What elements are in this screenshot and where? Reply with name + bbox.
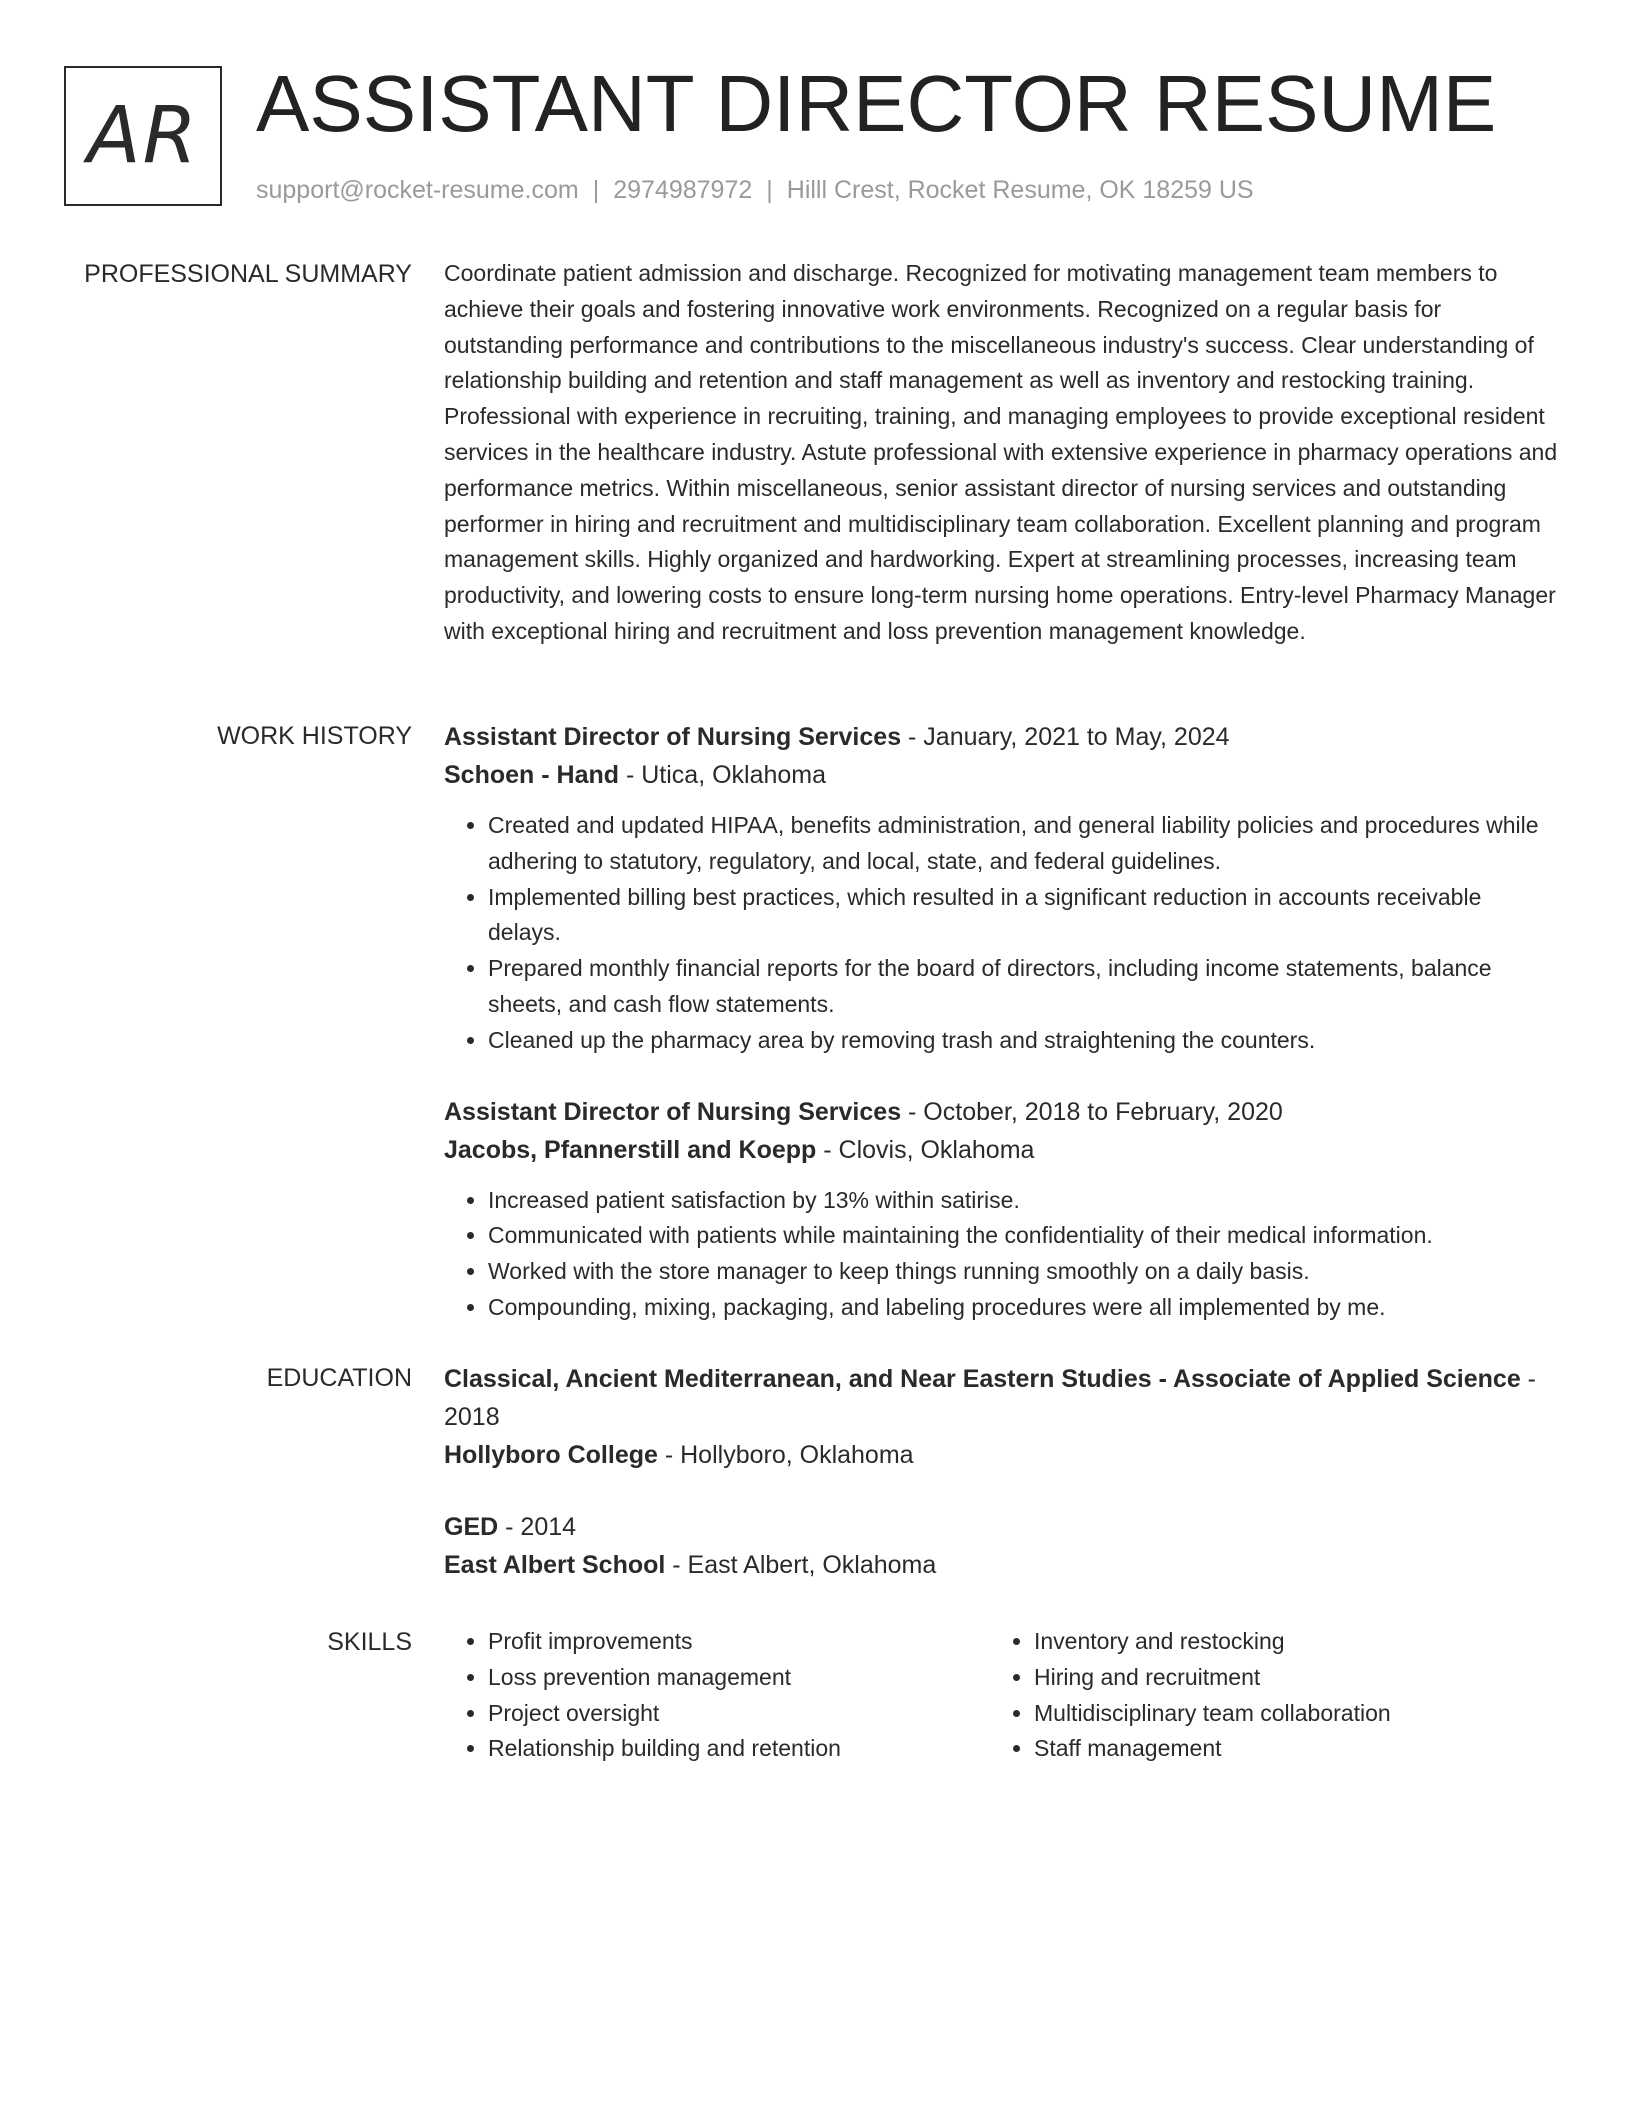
work-history-label: WORK HISTORY [217, 722, 412, 750]
skills-list [444, 1624, 990, 1767]
contact-separator: | [766, 176, 773, 204]
job-title-line [444, 1093, 1559, 1131]
skills-column-left [444, 1624, 990, 1767]
job-title: Assistant Director of Nursing Services [444, 723, 902, 751]
job-bullet: • Cleaned up the pharmacy area by removing trash and straightening the counters. [488, 1023, 1559, 1059]
initials-monogram [64, 66, 222, 206]
contact-address: Hilll Crest, Rocket Resume, OK 18259 US [786, 176, 1254, 204]
job-bullet: • Worked with the store manager to keep things running smoothly on a daily basis. [488, 1254, 1559, 1290]
skills-label: SKILLS [327, 1628, 412, 1656]
job-company-line [444, 1131, 1559, 1169]
skills-column-right [990, 1624, 1536, 1767]
education-entry [444, 1508, 1559, 1584]
job-bullets [444, 1183, 1559, 1326]
contact-line [256, 172, 1254, 208]
job-bullet: • Communicated with patients while maintaining the confidentiality of their medical information. [488, 1218, 1559, 1254]
degree-year-separator: - [498, 1513, 514, 1541]
job-bullet: • Implemented billing best practices, which resulted in a significant reduction in accounts receivable delays. [488, 880, 1559, 952]
school-line [444, 1436, 1559, 1474]
degree-name: GED [444, 1513, 499, 1541]
job-entry [444, 718, 1559, 1059]
skill-item: • Hiring and recruitment [1034, 1660, 1536, 1696]
job-entry [444, 1093, 1559, 1326]
initials-text: AR [87, 91, 199, 181]
education-label: EDUCATION [266, 1364, 412, 1392]
skill-item: • Multidisciplinary team collaboration [1034, 1696, 1536, 1732]
job-bullet: • Created and updated HIPAA, benefits administration, and general liability policies and procedures while adhering to statutory, regulatory, and local, state, and federal guidelines. [488, 808, 1559, 880]
skill-item: • Staff management [1034, 1731, 1536, 1767]
contact-separator: | [592, 176, 600, 204]
school-name: East Albert School [444, 1551, 666, 1579]
skill-item: • Project oversight [488, 1696, 990, 1732]
job-dates: - October, 2018 to February, 2020 [901, 1097, 1283, 1126]
degree-year-separator: - [1520, 1365, 1537, 1393]
degree-year: 2014 [513, 1513, 577, 1541]
skills-list [990, 1624, 1536, 1767]
contact-email[interactable]: support@rocket-resume.com [256, 176, 579, 204]
degree-year: 2018 [444, 1403, 500, 1431]
job-bullets [444, 808, 1559, 1059]
job-title: Assistant Director of Nursing Services [444, 1097, 902, 1126]
contact-phone[interactable]: 2974987972 [613, 176, 753, 204]
job-company-line [444, 756, 1559, 794]
school-name: Hollyboro College [444, 1441, 658, 1469]
job-company: Schoen - Hand [444, 761, 620, 789]
summary-label: PROFESSIONAL SUMMARY [84, 260, 412, 288]
job-location: - Utica, Oklahoma [619, 761, 827, 789]
job-location: - Clovis, Oklahoma [816, 1135, 1035, 1164]
skills-columns [444, 1624, 1559, 1767]
skill-item: • Loss prevention management [488, 1660, 990, 1696]
job-company: Jacobs, Pfannerstill and Koepp [444, 1135, 817, 1164]
summary-text: Coordinate patient admission and discharge. Recognized for motivating management team members to achieve their goals and fostering innovative work environments. Recognized on a regular basis for outstanding performance and contributions to the miscellaneous industry's success. Clear understanding of relationship building and retention and staff management as well as inventory and restocking training. Professional with experience in recruiting, training, and managing employees to provide exceptional resident services in the healthcare industry. Astute professional with extensive experience in pharmacy operations and performance metrics. Within miscellaneous, senior assistant director of nursing services and outstanding performer in hiring and recruitment and multidisciplinary team collaboration. Excellent planning and program management skills. Highly organized and hardworking. Expert at streamlining processes, increasing team productivity, and lowering costs to ensure long-term nursing home operations. Entry-level Pharmacy Manager with exceptional hiring and recruitment and loss prevention management knowledge. [444, 260, 1558, 644]
job-bullet: • Increased patient satisfaction by 13% within satirise. [488, 1183, 1559, 1219]
job-dates: - January, 2021 to May, 2024 [901, 723, 1230, 751]
degree-line [444, 1508, 1559, 1546]
resume-title: ASSISTANT DIRECTOR RESUME [256, 59, 1497, 148]
job-bullet: • Prepared monthly financial reports for the board of directors, including income statements, balance sheets, and cash flow statements. [488, 951, 1559, 1023]
skill-item: • Relationship building and retention [488, 1731, 990, 1767]
school-location: - Hollyboro, Oklahoma [657, 1441, 914, 1469]
degree-line [444, 1360, 1559, 1436]
degree-name: Classical, Ancient Mediterranean, and Near Eastern Studies - Associate of Applied Science [444, 1365, 1521, 1393]
skill-item: • Inventory and restocking [1034, 1624, 1536, 1660]
education-entry [444, 1360, 1559, 1474]
school-location: - East Albert, Oklahoma [665, 1551, 937, 1579]
skill-item: • Profit improvements [488, 1624, 990, 1660]
job-title-line [444, 718, 1559, 756]
job-bullet: • Compounding, mixing, packaging, and labeling procedures were all implemented by me. [488, 1290, 1559, 1326]
school-line [444, 1546, 1559, 1584]
